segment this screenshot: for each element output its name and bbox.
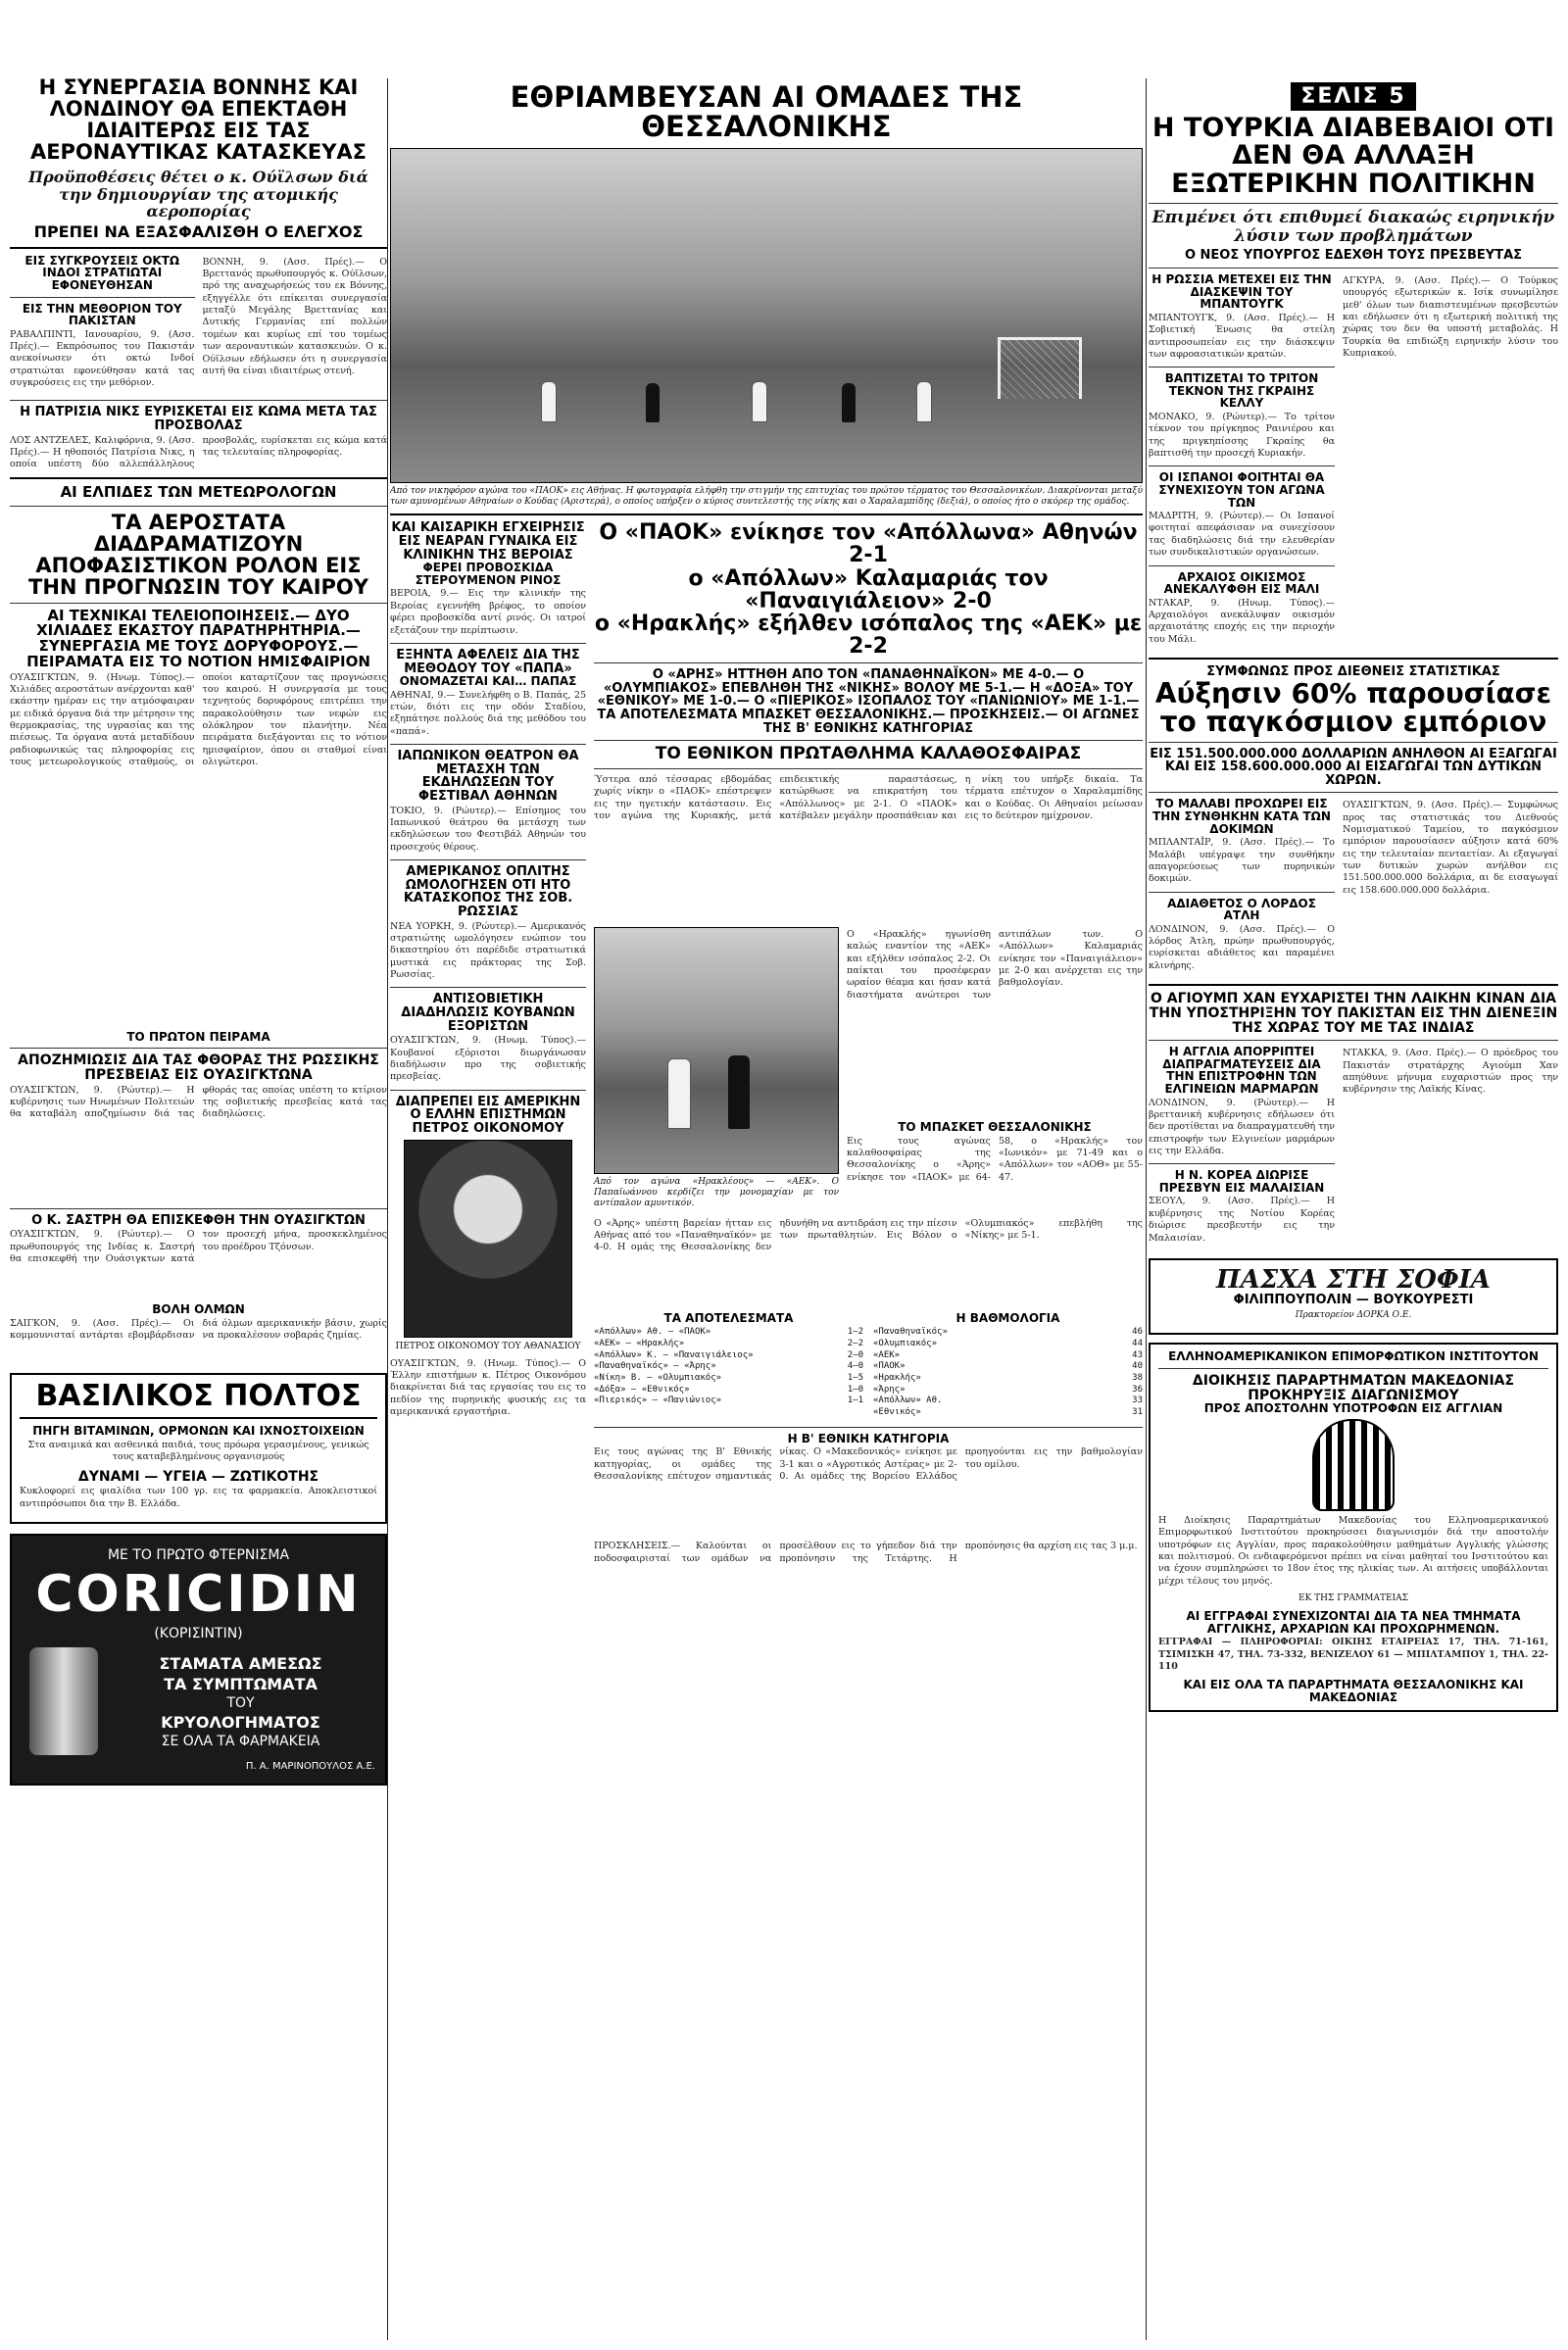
banner-thessaloniki-teams: ΕΘΡΙΑΜΒΕΥΣΑΝ ΑΙ ΟΜΑΔΕΣ ΤΗΣ ΘΕΣΣΑΛΟΝΙΚΗΣ [510, 80, 1023, 144]
headline-russia-bandung: Η ΡΩΣΣΙΑ ΜΕΤΕΧΕΙ ΕΙΣ ΤΗΝ ΔΙΑΣΚΕΨΙΝ ΤΟΥ ΜΠΑΝΤΟΥΓΚ [1152, 272, 1332, 312]
headline-elgin-marbles: Η ΑΓΓΛΙΑ ΑΠΟΡΡΙΠΤΕΙ ΔΙΑΠΡΑΓΜΑΤΕΥΣΕΙΣ ΔΙΑ ΤΗΝ ΕΠΙΣΤΡΟΦΗΝ ΤΩΝ ΕΛΓΙΝΕΙΩΝ ΜΑΡΜΑΡΩΝ [1162, 1045, 1321, 1096]
right-mid-right [1343, 798, 1558, 978]
divider [1149, 1040, 1558, 1041]
article-shastri: ΟΥΑΣΙΓΚΤΩΝ, 9. (Ρώυτερ).— Ο πρωθυπουργός της Ινδίας κ. Σαστρή θα επισκεφθή την Ουάσιγκτων κατά τον προσεχή μήνα, προσκεκλημένος του προέδρου Τζόνσων. [10, 1229, 387, 1264]
ad-poltos-title: ΒΑΣΙΛΙΚΟΣ ΠΟΛΤΟΣ [35, 1378, 362, 1413]
headline-lord-attlee: ΑΔΙΑΘΕΤΟΣ Ο ΛΟΡΔΟΣ ΑΤΛΗ [1167, 896, 1316, 923]
article-cuban-exiles: ΟΥΑΣΙΓΚΤΩΝ, 9. (Ηνωμ. Τύπος).— Κουβανοί εξόριστοι διωργάνωσαν διαδήλωσιν προ της σοβιετικής πρεσβείας. [390, 1035, 586, 1083]
standing-row-label: «ΑΕΚ» [873, 1349, 901, 1360]
result-row-value: 1—1 [847, 1395, 863, 1406]
divider [10, 1048, 387, 1049]
ad-poltos-subtitle: ΠΗΓΗ ΒΙΤΑΜΙΝΩΝ, ΟΡΜΟΝΩΝ ΚΑΙ ΙΧΝΟΣΤΟΙΧΕΙΩΝ [32, 1424, 365, 1439]
subhead-new-minister: Ο ΝΕΟΣ ΥΠΟΥΡΓΟΣ ΕΔΕΧΘΗ ΤΟΥΣ ΠΡΕΣΒΕΥΤΑΣ [1184, 248, 1523, 264]
ad-hellenic-american-institute [1149, 1343, 1558, 1711]
article-veria-birth: ΒΕΡΟΙΑ, 9.— Εις την κλινικήν της Βεροίας εγεννήθη βρέφος, το οποίον φέρει προβοσκίδα αντί ρινός. Οι ιατροί εξετάζουν την περίπτωσιν. [390, 588, 586, 636]
right-column [1149, 0, 1558, 2350]
institute-branches: ΚΑΙ ΕΙΣ ΟΛΑ ΤΑ ΠΑΡΑΡΤΗΜΑΤΑ ΘΕΣΣΑΛΟΝΙΚΗΣ ΚΑΙ ΜΑΚΕΔΟΝΙΑΣ [1183, 1678, 1524, 1705]
headline-iraklis-draw: ο «Ηρακλής» εξήλθεν ισόπαλος της «ΑΕΚ» με 2-2 [594, 611, 1143, 659]
standings-title: Η ΒΑΘΜΟΛΟΓΙΑ [956, 1310, 1060, 1325]
standing-row [873, 1373, 1143, 1385]
article-bonn-london: ΒΟΝΝΗ, 9. (Ασσ. Πρές).— Ο Βρεττανός πρωθυπουργός κ. Ούϊλσων, πρό της αναχωρήσεώς του εκ Βόννης, εξηγγέλλε ότι επίκειται συνεργασία μεταξύ Μεγάλης Βρεττανίας και Δυτικής Γερμανίας επί πολλών τομέων και κυρίως επί του τομέως των αεροναυτικών κατασκευών. Ο κ. Ούϊλσων εδήλωσεν ότι η συνεργασία αυτή θα είναι ιδιαιτέρως στενή. [202, 256, 387, 376]
divider [390, 859, 586, 860]
page-number-badge: ΣΕΛΙΣ 5 [1291, 82, 1415, 111]
headline-balloons: ΤΑ ΑΕΡΟΣΤΑΤΑ ΔΙΑΔΡΑΜΑΤΙΖΟΥΝ ΑΠΟΦΑΣΙΣΤΙΚΟΝ ΡΟΛΟΝ ΕΙΣ ΤΗΝ ΠΡΟΓΝΩΣΙΝ ΤΟΥ ΚΑΙΡΟΥ [28, 510, 368, 599]
divider [10, 400, 387, 401]
article-football-2: Ο «Ηρακλής» ηγωνίσθη καλώς εναντίον της «ΑΕΚ» και εξήλθεν ισόπαλος 2-2. Οι παίκται του προσέφεραν ωραίον θέαμα και ήσαν κατά διαστήματα ανώτεροι των αντιπάλων των. Ο «Απόλλων» Καλαμαριάς ενίκησε τον «Παναιγιάλειον» με 2-0 και ανέρχεται εις την βαθμολογίαν. [847, 928, 1143, 1001]
divider [1149, 465, 1335, 466]
article-b-national: Εις τους αγώνας της Β' Εθνικής κατηγορίας, οι ομάδες της Θεσσαλονίκης επέτυχον σημαντικάς νίκας. Ο «Μακεδονικός» ενίκησε με 3-1 και ο «Αγροτικός Αστέρας» με 2-0. Αι ομάδες της Βορείου Ελλάδος προηγούνται εις την βαθμολογίαν του ομίλου. [594, 1446, 1143, 1483]
player-figure [646, 383, 660, 422]
right-top-right [1343, 273, 1558, 652]
article-papas: ΑΘΗΝΑΙ, 9.— Συνελήφθη ο Β. Παπάς, 25 ετών, διότι εις την οδόν Σταδίου, εξηπάτησε πολλούς διά της μεθόδου του «παπά». [390, 689, 586, 737]
photo-iraklis-aek [594, 927, 839, 1174]
headline-korea-malaysia: Η Ν. ΚΟΡΕΑ ΔΙΩΡΙΣΕ ΠΡΕΣΒΥΝ ΕΙΣ ΜΑΛΑΙΣΙΑΝ [1158, 1168, 1325, 1195]
article-patricia-nix: ΛΟΣ ΑΝΤΖΕΛΕΣ, Καλιφόρνια, 9. (Ασσ. Πρές).— Η ηθοποιός Πατρίσια Νικς, η οποία υπέστη δύο αλλεπάλληλους προσβολάς, ευρίσκεται εις κώμα κατά τας τελευταίας πληροφορίας. [10, 434, 387, 470]
divider [1149, 1163, 1335, 1164]
headline-malawi: ΤΟ ΜΑΛΑΒΙ ΠΡΟΧΩΡΕΙ ΕΙΣ ΤΗΝ ΣΥΝΘΗΚΗΝ ΚΑΤΑ ΤΩΝ ΔΟΚΙΜΩΝ [1152, 797, 1331, 836]
goal-net [998, 337, 1082, 399]
standing-row [873, 1361, 1143, 1373]
article-indian-soldiers: ΡΑΒΑΛΠΙΝΤΙ, Ιανουαρίου, 9. (Ασσ. Πρές).— Εκπρόσωπος του Πακιστάν ανεκοίνωσεν ότι οκτώ Ινδοί στρατιώται εφονεύθησαν κατά τας συγκρούσεις εις την μεθόριον. [10, 328, 195, 389]
ad-poltos-footer: Κυκλοφορεί εις φιαλίδια των 100 γρ. εις τα φαρμακεία. Αποκλειστικοί αντιπρόσωποι δια την Β. Ελλάδα. [20, 1486, 377, 1509]
article-lord-attlee: ΛΟΝΔΙΝΟΝ, 9. (Ασσ. Πρές).— Ο λόρδος Άτλη, πρώην πρωθυπουργός, ευρίσκεται αδιάθετος και παραμένει κλινήρης. [1149, 923, 1335, 971]
headline-petros-oikonomou: ΔΙΑΠΡΕΠΕΙ ΕΙΣ ΑΜΕΡΙΚΗΝ Ο ΕΛΛΗΝ ΕΠΙΣΤΗΜΩΝ ΠΕΤΡΟΣ ΟΙΚΟΝΟΜΟΥ [395, 1094, 581, 1136]
player-figure [916, 381, 932, 422]
article-japanese-theatre: ΤΟΚΙΟ, 9. (Ρώυτερ).— Επίσημος του Ιαπωνικού θεάτρου θα μετάσχη των εκδηλώσεων του Φεστιβάλ Αθηνών του προσεχούς θέρους. [390, 805, 586, 853]
standing-row [873, 1339, 1143, 1350]
divider [10, 247, 387, 249]
standing-row [873, 1395, 1143, 1407]
divider [390, 1090, 586, 1091]
headline-world-trade: Αύξησιν 60% παρουσίασε το παγκόσμιον εμπόριον [1154, 676, 1552, 739]
headline-mali-settlement: ΑΡΧΑΙΟΣ ΟΙΚΙΣΜΟΣ ΑΝΕΚΑΛΥΦΘΗ ΕΙΣ ΜΑΛΙ [1163, 569, 1320, 597]
standings-list [873, 1327, 1143, 1419]
sports-photo-row [594, 927, 1143, 1216]
article-balloons: ΟΥΑΣΙΓΚΤΩΝ, 9. (Ηνωμ. Τύπος).— Χιλιάδες αεροστάτων ανέρχονται καθ' εκάστην ημέραν εις την ατμόσφαιραν με ειδικά όργανα διά την μέτρησιν της θερμοκρασίας, της υγρασίας και της πιέσεως. Τα όργανα αυτά μεταδίδουν ραδιοφωνικώς τας πληροφορίας εις τους μετεωρολογικούς σταθμούς, οι οποίοι καταρτίζουν τας προγνώσεις του καιρού. Η συνεργασία με τους τεχνητούς δορυφόρους επιτρέπει την παρακολούθησιν των νεφών εις ολόκληρον τον πλανήτην. Νέα πειράματα διεξάγονται εις το νότιον ημισφαίριον, όπου οι σταθμοί είναι ολιγώτεροι. [10, 671, 387, 768]
left-column [10, 0, 387, 2350]
headline-embassy-damage: ΑΠΟΖΗΜΙΩΣΙΣ ΔΙΑ ΤΑΣ ΦΘΟΡΑΣ ΤΗΣ ΡΩΣΣΙΚΗΣ ΠΡΕΣΒΕΙΑΣ ΕΙΣ ΟΥΑΣΙΓΚΤΩΝΑ [18, 1053, 379, 1083]
divider [390, 987, 586, 988]
bonn-body-box [203, 255, 388, 396]
ad-pasxa-route: ΦΙΛΙΠΠΟΥΠΟΛΙΝ — ΒΟΥΚΟΥΡΕΣΤΙ [1233, 1293, 1474, 1308]
article-ayub-khan: ΝΤΑΚΚΑ, 9. (Ασσ. Πρές).— Ο πρόεδρος του Πακιστάν στρατάρχης Αγιούμπ Χαν απηύθυνε μήνυμα ευχαριστιών προς την κυβέρνησιν της Λαϊκής Κίνας. [1343, 1048, 1558, 1096]
standing-row-label: «Εθνικός» [873, 1407, 921, 1418]
institute-secretariat: ΕΚ ΤΗΣ ΓΡΑΜΜΑΤΕΙΑΣ [1298, 1592, 1408, 1603]
result-row [594, 1361, 863, 1373]
standing-row-label: «Ολυμπιακός» [873, 1339, 938, 1349]
article-embassy-damage: ΟΥΑΣΙΓΚΤΩΝ, 9. (Ρώυτερ).— Η κυβέρνησις των Ηνωμένων Πολιτειών θα καταβάλη αποζημίωσιν διά τας φθοράς τας οποίας υπέστη το κτίριον της σοβιετικής πρεσβείας κατά τας διαδηλώσεις. [10, 1084, 387, 1120]
right-lower-pair [1149, 1046, 1558, 1250]
sports-right-text [847, 927, 1143, 1216]
ad-coricidin [10, 1534, 387, 1786]
center-narrow [390, 521, 586, 1615]
standing-row [873, 1327, 1143, 1339]
institute-emblem-icon [1312, 1419, 1395, 1511]
right-mid-left [1149, 798, 1335, 978]
divider [390, 514, 1143, 515]
right-top-pair [1149, 273, 1558, 652]
divider [1149, 742, 1558, 743]
standing-row-label: «Παναθηναϊκός» [873, 1327, 948, 1338]
result-row-value: 1—5 [847, 1373, 863, 1384]
center-lower [390, 521, 1143, 1615]
headline-mortar-fire: ΒΟΛΗ ΟΛΜΩΝ [152, 1302, 245, 1317]
standing-row-label: «Απόλλων» Αθ. [873, 1395, 943, 1406]
subhead-pakistan-border: ΕΙΣ ΤΗΝ ΜΕΘΟΡΙΟΝ ΤΟΥ ΠΑΚΙΣΤΑΝ [22, 301, 182, 328]
results-box [594, 1312, 863, 1422]
divider [594, 768, 1143, 769]
divider [1149, 268, 1558, 269]
column-rule [1146, 78, 1147, 2340]
sports-section [594, 521, 1143, 1615]
ad-coricidin-text [106, 1652, 375, 1751]
article-korea-malaysia: ΣΕΟΥΛ, 9. (Ασσ. Πρές).— Η κυβέρνησις της Νοτίου Κορέας διώρισε πρεσβευτήν εις την Μαλαισίαν. [1149, 1196, 1335, 1244]
ad-pasxa-sofia [1149, 1258, 1558, 1335]
institute-contacts: ΕΓΓΡΑΦΑΙ — ΠΛΗΡΟΦΟΡΙΑΙ: ΟΙΚΙΗΣ ΕΤΑΙΡΕΙΑΣ 17, ΤΗΛ. 71-161, ΤΣΙΜΙΣΚΗ 47, ΤΗΛ. 73-332, ΒΕΝΙΖΕΛΟΥ 61 — ΜΠΙΛΤΑΜΠΟΥ 1, ΤΗΛ. 22-110 [1158, 1637, 1548, 1673]
headline-meteorologists: ΑΙ ΕΛΠΙΔΕΣ ΤΩΝ ΜΕΤΕΩΡΟΛΟΓΩΝ [60, 482, 337, 501]
right-mid-pair [1149, 798, 1558, 978]
institute-name: ΕΛΛΗΝΟΑΜΕΡΙΚΑΝΙΚΟΝ ΕΠΙΜΟΡΦΩΤΙΚΟΝ ΙΝΣΤΙΤΟΥΤΟΝ [1168, 1349, 1539, 1364]
article-malawi: ΜΠΛΑΝΤΑΪΡ, 9. (Ασσ. Πρές).— Το Μαλάβι υπέγραψε την συνθήκην απαγορεύσεως των πυρηνικών δοκιμών. [1149, 837, 1335, 885]
stats-row [594, 1312, 1143, 1422]
headline-grace-kelly: ΒΑΠΤΙΖΕΤΑΙ ΤΟ ΤΡΙΤΟΝ ΤΕΚΝΟΝ ΤΗΣ ΓΚΡΑΙΗΣ ΚΕΛΛΥ [1164, 371, 1319, 411]
headline-paok-win: Ο «ΠΑΟΚ» ενίκησε τον «Απόλλωνα» Αθηνών 2-1 [599, 520, 1138, 568]
headline-shastri: Ο Κ. ΣΑΣΤΡΗ ΘΑ ΕΠΙΣΚΕΦΘΗ ΤΗΝ ΟΥΑΣΙΓΚΤΩΝ [31, 1212, 366, 1228]
subhead-world-trade: ΕΙΣ 151.500.000.000 ΔΟΛΛΑΡΙΩΝ ΑΝΗΛΘΟΝ ΑΙ ΕΞΑΓΩΓΑΙ ΚΑΙ ΕΙΣ 158.600.000.000 ΑΙ ΕΙΣΑΓΩΓΑΙ ΤΩΝ ΔΥΤΙΚΩΝ ΧΩΡΩΝ. [1150, 746, 1557, 788]
photo-caption-paok: Από τον νικηφόρον αγώνα του «ΠΑΟΚ» εις Αθήνας. Η φωτογραφία ελήφθη την στιγμήν της επιτυχίας του πρώτου τέρματος του Θεσσαλονικέων. Διακρίνονται μεταξύ των αμυνομένων Αθηναίων ο Κούδας (Αριστερά), ο οποίος υπήρξεν ο κύριος συντελεστής της νίκης και ο Χαραλαμπίδης (δεξιά), ο οποίος ήτο ο σκόρερ της ομάδος. [390, 485, 1143, 508]
photo2-wrap [594, 927, 839, 1216]
article-football-1: Ύστερα από τέσσαρας εβδομάδας χωρίς νίκην ο «ΠΑΟΚ» επέστρεψεν εις την ηγετικήν κατάστασιν. Εις τον αγώνα της Κυριακής, μετά επιδεικτικής παραστάσεως, κατώρθωσε να επικρατήση του «Απόλλωνος» με 2-1. Ο «ΠΑΟΚ» κατέβαλεν μεγάλην προσπάθειαν και η νίκη του υπήρξε δικαία. Τα τέρματα επέτυχον ο Χαραλαμπίδης και ο Κούδας. Οι Αθηναίοι μείωσαν εις το δεύτερον ημίχρονον. [594, 773, 1143, 822]
standing-row-value: 33 [1132, 1395, 1143, 1406]
standing-row-value: 43 [1132, 1349, 1143, 1360]
article-russia-bandung: ΜΠΑΝΤΟΥΓΚ, 9. (Ασσ. Πρές).— Η Σοβιετική Ένωσις θα στείλη αντιπροσωπείαν εις την διάσκεψιν των αφροασιατικών κρατών. [1149, 312, 1335, 360]
divider [1158, 1368, 1548, 1369]
ad-coricidin-line: ΤΟΥ [226, 1694, 255, 1711]
institute-scholarship: ΠΡΟΣ ΑΠΟΣΤΟΛΗΝ ΥΠΟΤΡΟΦΩΝ ΕΙΣ ΑΓΓΛΙΑΝ [1203, 1401, 1503, 1416]
result-row [594, 1327, 863, 1339]
photo2-caption: Από τον αγώνα «Ηρακλέους» — «ΑΕΚ». Ο Παπαϊωάννου κερδίζει την μονομαχίαν με τον αντίπαλον αμυντικόν. [594, 1176, 839, 1209]
headline-spanish-students: ΟΙ ΙΣΠΑΝΟΙ ΦΟΙΤΗΤΑΙ ΘΑ ΣΥΝΕΧΙΣΟΥΝ ΤΟΝ ΑΓΩΝΑ ΤΩΝ [1158, 470, 1325, 510]
result-row-label: «Δόξα» — «Εθνικός» [594, 1384, 690, 1395]
ad-coricidin-body [22, 1643, 375, 1759]
headline-apollon-win: ο «Απόλλων» Καλαμαριάς τον «Παναιγιάλειον» 2-0 [688, 565, 1049, 613]
subhead-control: ΠΡΕΠΕΙ ΝΑ ΕΞΑΣΦΑΛΙΣΘΗ Ο ΕΛΕΓΧΟΣ [33, 221, 364, 241]
standing-row-label: «ΠΑΟΚ» [873, 1361, 906, 1372]
player-figure [667, 1058, 691, 1129]
ad-coricidin-agent: Π. Α. ΜΑΡΙΝΟΠΟΥΛΟΣ Α.Ε. [245, 1761, 375, 1773]
ad-coricidin-top: ΜΕ ΤΟ ΠΡΩΤΟ ΦΤΕΡΝΙΣΜΑ [107, 1547, 290, 1564]
ad-coricidin-brand: CORICIDIN [35, 1565, 362, 1625]
ad-coricidin-line: ΣΤΑΜΑΤΑ ΑΜΕΣΩΣ [159, 1653, 322, 1673]
headline-american-spy: ΑΜΕΡΙΚΑΝΟΣ ΟΠΛΙΤΗΣ ΩΜΟΛΟΓΗΣΕΝ ΟΤΙ ΗΤΟ ΚΑΤΑΣΚΟΠΟΣ ΤΗΣ ΣΟΒ. ΡΩΣΣΙΑΣ [403, 864, 573, 919]
player-figure [842, 383, 856, 422]
headline-papas-method: ΕΞΗΝΤΑ ΑΦΕΛΕΙΣ ΔΙΑ ΤΗΣ ΜΕΘΟΔΟΥ ΤΟΥ «ΠΑΠΑ» [396, 647, 580, 676]
divider [594, 662, 1143, 663]
standing-row-label: «Άρης» [873, 1384, 906, 1395]
article-world-trade: ΟΥΑΣΙΓΚΤΩΝ, 9. (Ασσ. Πρές).— Συμφώνως προς τας στατιστικάς του Διεθνούς Νομισματικού Ταμείου, το παγκόσμιον εμπόριον παρουσίασεν αύξησιν κατά 60% εις την τελευταίαν πενταετίαν. Αι εξαγωγαί των δυτικών χωρών ανήλθον εις 151.500.000.000 δολλάρια, αι δε εισαγωγαί εις 158.600.000.000 δολλάρια. [1343, 800, 1558, 896]
headline-veria-birth: ΚΑΙ ΚΑΙΣΑΡΙΚΗ ΕΓΧΕΙΡΗΣΙΣ ΕΙΣ ΝΕΑΡΑΝ ΓΥΝΑΙΚΑ ΕΙΣ ΚΛΙΝΙΚΗΝ ΤΗΣ ΒΕΡΟΙΑΣ [391, 520, 585, 563]
standing-row-value: 44 [1132, 1339, 1143, 1349]
standing-row-value: 31 [1132, 1407, 1143, 1418]
headline-japanese-theatre: ΙΑΠΩΝΙΚΟΝ ΘΕΑΤΡΟΝ ΘΑ ΜΕΤΑΣΧΗ ΤΩΝ ΕΚΔΗΛΩΣΕΩΝ ΤΟΥ ΦΕΣΤΙΒΑΛ ΑΘΗΝΩΝ [397, 749, 579, 805]
result-row-label: «Απόλλων» Αθ. — «ΠΑΟΚ» [594, 1327, 711, 1338]
photo-paok-match [390, 148, 1143, 483]
page-badge-wrap [1149, 82, 1558, 111]
subhead-veria-birth: ΦΕΡΕΙ ΠΡΟΒΟΣΚΙΔΑ ΣΤΕΡΟΥΜΕΝΟΝ ΡΙΝΟΣ [415, 561, 562, 587]
standings-box [873, 1312, 1143, 1422]
divider [10, 297, 195, 298]
ad-poltos-slogan: ΔΥΝΑΜΙ — ΥΓΕΙΑ — ΖΩΤΙΚΟΤΗΣ [77, 1468, 319, 1485]
institute-competition: ΠΡΟΚΗΡΥΞΙΣ ΔΙΑΓΩΝΙΣΜΟΥ [1248, 1387, 1459, 1403]
result-row-value: 1—0 [847, 1384, 863, 1395]
result-row-label: «Νίκη» Β. — «Ολυμπιακός» [594, 1373, 722, 1384]
headline-intl-statistics: ΣΥΜΦΩΝΩΣ ΠΡΟΣ ΔΙΕΘΝΕΙΣ ΣΤΑΤΙΣΤΙΚΑΣ [1206, 664, 1500, 680]
subhead-turkey-peace: Επιμένει ότι επιθυμεί διακαώς ειρηνικήν λύσιν των προβλημάτων [1152, 208, 1555, 246]
headline-patricia-nix: Η ΠΑΤΡΙΣΙΑ ΝΙΚΣ ΕΥΡΙΣΚΕΤΑΙ ΕΙΣ ΚΩΜΑ ΜΕΤΑ ΤΑΣ ΠΡΟΣΒΟΛΑΣ [20, 405, 377, 434]
institute-admin: ΔΙΟΙΚΗΣΙΣ ΠΑΡΑΡΤΗΜΑΤΩΝ ΜΑΚΕΔΟΝΙΑΣ [1192, 1372, 1515, 1389]
player-figure [752, 381, 767, 422]
divider [1149, 792, 1558, 793]
column-rule [387, 78, 388, 2340]
result-row-label: «Απόλλων» Κ. — «Παναιγιάλειος» [594, 1349, 754, 1360]
ad-poltos-body: Στα αναιμικά και ασθενικά παιδιά, τους πρόωρα γερασμένους, γενικώς τους καταβεβλημένους οργανισμούς [27, 1440, 369, 1463]
article-turkey-policy: ΑΓΚΥΡΑ, 9. (Ασσ. Πρές).— Ο Τούρκος υπουργός εξωτερικών κ. Ισίκ συνωμίλησε μεθ' όλων των διαπιστευμένων πρεσβευτών και εδήλωσεν ότι η εξωτερική πολιτική της χώρας του δεν θα υποστή μεταβολάς. Η Τουρκία θα επιδιώξη ειρηνικήν λύσιν του Κυπριακού. [1343, 275, 1558, 360]
ad-coricidin-line: ΚΡΥΟΛΟΓΗΜΑΤΟΣ [161, 1712, 320, 1732]
subhead-balloons: ΑΙ ΤΕΧΝΙΚΑΙ ΤΕΛΕΙΟΠΟΙΗΣΕΙΣ.— ΔΥΟ ΧΙΛΙΑΔΕΣ ΕΚΑΣΤΟΥ ΠΑΡΑΤΗΡΗΤΗΡΙΑ.— ΣΥΝΕΡΓΑΣΙΑ ΜΕ ΤΟΥΣ ΔΟΡΥΦΟΡΟΥΣ.— ΠΕΙΡΑΜΑΤΑ ΕΙΣ ΤΟ ΝΟΤΙΟΝ ΗΜΙΣΦΑΙΡΙΟΝ [26, 606, 370, 670]
headline-indian-soldiers: ΕΙΣ ΣΥΓΚΡΟΥΣΕΙΣ ΟΚΤΩ ΙΝΔΟΙ ΣΤΡΑΤΙΩΤΑΙ ΕΦΟΝΕΥΘΗΣΑΝ [24, 253, 180, 292]
institute-announcement: Η Διοίκησις Παραρτημάτων Μακεδονίας του Ελληνοαμερικανικού Επιμορφωτικού Ινστιτούτου προκηρύσσει διαγωνισμόν διά την αποστολήν υποτρόφων εις Αγγλίαν, προς παρακολούθησιν μαθημάτων Αγγλικής γλώσσης και πολιτισμού. Οι ενδιαφερόμενοι πρέπει να είναι μαθηταί του Ινστιτούτου και να έχουν συμπληρώσει το 18ον έτος της ηλικίας των. Αι αιτήσεις υποβάλλονται μέχρι τέλους του μηνός. [1158, 1514, 1548, 1587]
divider [10, 1208, 387, 1209]
article-elgin-marbles: ΛΟΝΔΙΝΟΝ, 9. (Ρώυτερ).— Η βρεττανική κυβέρνησις εδήλωσεν ότι δεν προτίθεται να διαπραγματευθή την επιστροφήν των Ελγινείων μαρμάρων εις την Ελλάδα. [1149, 1097, 1335, 1156]
divider [1149, 565, 1335, 566]
result-row-value: 4—0 [847, 1361, 863, 1372]
ad-vasilikos-poltos [10, 1373, 387, 1524]
article-football-3: Ο «Άρης» υπέστη βαρείαν ήτταν εις Αθήνας από τον «Παναθηναϊκόν» με 4-0. Η ομάς της Θεσσαλονίκης δεν ηδυνήθη να αντιδράση εις την πίεσιν των πρωταθλητών. Εις Βόλον ο «Ολυμπιακός» επεβλήθη της «Νίκης» με 5-1. [594, 1217, 1143, 1253]
player-figure [541, 381, 557, 422]
subhead-first-experiment: ΤΟ ΠΡΩΤΟΝ ΠΕΙΡΑΜΑ [126, 1029, 270, 1044]
result-row [594, 1395, 863, 1407]
headline-basket-thessaloniki: ΤΟ ΜΠΑΣΚΕΤ ΘΕΣΣΑΛΟΝΙΚΗΣ [898, 1119, 1092, 1134]
results-list [594, 1327, 863, 1407]
right-lower-right [1343, 1046, 1558, 1250]
left-top-pair [10, 255, 387, 396]
india-box [10, 255, 195, 396]
article-mali-settlement: ΝΤΑΚΑΡ, 9. (Ηνωμ. Τύπος).— Αρχαιολόγοι ανεκάλυψαν οικισμόν αρχαιοτάτης εποχής εις την περιοχήν του Μάλι. [1149, 597, 1335, 645]
subhead-papas: ΟΝΟΜΑΖΕΤΑΙ ΚΑΙ… ΠΑΠΑΣ [399, 674, 577, 689]
result-row [594, 1385, 863, 1396]
divider [390, 643, 586, 644]
article-grace-kelly: ΜΟΝΑΚΟ, 9. (Ρώυτερ).— Το τρίτον τέκνον του πρίγκηπος Ραινιέρου και της πριγκηπίσσης Γκραίης θα βαπτισθή την προσεχή Κυριακήν. [1149, 411, 1335, 460]
standing-row [873, 1350, 1143, 1362]
article-basket: Εις τους αγώνας καλαθοσφαίρας της Θεσσαλονίκης ο «Άρης» ενίκησε τον «ΠΑΟΚ» με 64-58, ο «Ηρακλής» τον «Ιωνικόν» με 71-49 και ο «Απόλλων» τον «ΑΟΘ» με 55-47. [847, 1135, 1143, 1183]
result-row-value: 2—0 [847, 1349, 863, 1360]
standing-row [873, 1385, 1143, 1396]
divider [1149, 203, 1558, 204]
portrait-petros-oikonomou [404, 1140, 572, 1338]
headline-b-national: Η Β' ΕΘΝΙΚΗ ΚΑΤΗΓΟΡΙΑ [787, 1431, 950, 1445]
result-row [594, 1339, 863, 1350]
divider [10, 603, 387, 604]
divider [1149, 658, 1558, 660]
player-figure [728, 1055, 750, 1129]
article-petros-oikonomou: ΟΥΑΣΙΓΚΤΩΝ, 9. (Ηνωμ. Τύπος).— Ο Έλλην επιστήμων κ. Πέτρος Οικονόμου διακρίνεται διά τας εργασίας του εις το πεδίον της πυρηνικής φυσικής εις τα αμερικανικά εργαστήρια. [390, 1357, 586, 1418]
headline-bonn-london: Η ΣΥΝΕΡΓΑΣΙΑ ΒΟΝΝΗΣ ΚΑΙ ΛΟΝΔΙΝΟΥ ΘΑ ΕΠΕΚΤΑΘΗ ΙΔΙΑΙΤΕΡΩΣ ΕΙΣ ΤΑΣ ΑΕΡΟΝΑΥΤΙΚΑΣ ΚΑΤΑΣΚΕΥΑΣ [29, 75, 368, 165]
headline-basketball-league: ΤΟ ΕΘΝΙΚΟΝ ΠΡΩΤΑΘΛΗΜΑ ΚΑΛΑΘΟΣΦΑΙΡΑΣ [655, 744, 1082, 764]
headline-ayub-khan: Ο ΑΓΙΟΥΜΠ ΧΑΝ ΕΥΧΑΡΙΣΤΕΙ ΤΗΝ ΛΑΙΚΗΝ ΚΙΝΑΝ ΔΙΑ ΤΗΝ ΥΠΟΣΤΗΡΙΞΗΝ ΤΟΥ ΠΑΚΙΣΤΑΝ ΕΙΣ ΤΗΝ ΔΙΕΝΕΞΙΝ ΤΗΣ ΧΩΡΑΣ ΤΟΥ ΜΕ ΤΑΣ ΙΝΔΙΑΣ [1149, 991, 1558, 1036]
subhead-wilson: Προϋποθέσεις θέτει ο κ. Ούϊλσων διά την δημιουργίαν της ατομικής αεροπορίας [28, 168, 368, 221]
standing-row-value: 46 [1132, 1327, 1143, 1338]
result-row-value: 1—2 [847, 1327, 863, 1338]
divider [20, 1417, 377, 1419]
ad-pasxa-title: ΠΑΣΧΑ ΣΤΗ ΣΟΦΙΑ [1216, 1264, 1491, 1295]
result-row-value: 2—2 [847, 1339, 863, 1349]
article-american-spy: ΝΕΑ ΥΟΡΚΗ, 9. (Ρώυτερ).— Αμερικανός στρατιώτης ωμολόγησεν ενώπιον του δικαστηρίου ότι παρέδιδε στρατιωτικά μυστικά εις πράκτορας της Σοβ. Ρωσσίας. [390, 920, 586, 980]
ad-coricidin-line: ΤΑ ΣΥΜΠΤΩΜΑΤΑ [164, 1674, 318, 1693]
divider [594, 1427, 1143, 1428]
result-row-label: «ΑΕΚ» — «Ηρακλής» [594, 1339, 685, 1349]
ad-pasxa-agency: Πρακτορείον ΔΟΡΚΑ Ο.Ε. [1295, 1310, 1412, 1321]
divider [594, 740, 1143, 741]
divider [1149, 892, 1335, 893]
standing-row [873, 1407, 1143, 1419]
headline-turkey-policy: Η ΤΟΥΡΚΙΑ ΔΙΑΒΕΒΑΙΟΙ ΟΤΙ ΔΕΝ ΘΑ ΑΛΛΑΞΗ ΕΞΩΤΕΡΙΚΗΝ ΠΟΛΙΤΙΚΗΝ [1152, 113, 1555, 199]
divider [10, 477, 387, 479]
ad-coricidin-brand-greek: (ΚΟΡΙΣΙΝΤΙΝ) [154, 1626, 243, 1642]
results-title: ΤΑ ΑΠΟΤΕΛΕΣΜΑΤΑ [663, 1310, 794, 1325]
standing-row-label: «Ηρακλής» [873, 1373, 921, 1384]
divider [390, 744, 586, 745]
standing-row-value: 38 [1132, 1373, 1143, 1384]
divider [10, 506, 387, 507]
result-row [594, 1373, 863, 1385]
result-row [594, 1350, 863, 1362]
standing-row-value: 40 [1132, 1361, 1143, 1372]
article-spanish-students: ΜΑΔΡΙΤΗ, 9. (Ρώυτερ).— Οι Ισπανοί φοιτηταί απεφάσισαν να συνεχίσουν τας διαδηλώσεις διά την ελευθερίαν των συνδικαλιστικών οργανώσεων. [1149, 511, 1335, 559]
divider [1149, 984, 1558, 986]
headline-cuban-exiles: ΑΝΤΙΣΟΒΙΕΤΙΚΗ ΔΙΑΔΗΛΩΣΙΣ ΚΟΥΒΑΝΩΝ ΕΞΟΡΙΣΤΩΝ [401, 992, 575, 1034]
article-mortar-fire: ΣΑΙΓΚΟΝ, 9. (Ασσ. Πρές).— Οι κομμουνισταί αντάρται εβομβάρδισαν διά όλμων αμερικανικήν βάσιν, χωρίς να προκαλέσουν σοβαράς ζημίας. [10, 1317, 387, 1342]
right-top-left [1149, 273, 1335, 652]
subhead-other-results: Ο «ΑΡΗΣ» ΗΤΤΗΘΗ ΑΠΟ ΤΟΝ «ΠΑΝΑΘΗΝΑΪΚΟΝ» ΜΕ 4-0.— Ο «ΟΛΥΜΠΙΑΚΟΣ» ΕΠΕΒΛΗΘΗ ΤΗΣ «ΝΙΚΗΣ» ΒΟΛΟΥ ΜΕ 5-1.— Η «ΔΟΞΑ» ΤΟΥ «ΕΘΝΙΚΟΥ» ΜΕ 1-0.— Ο «ΠΙΕΡΙΚΟΣ» ΙΣΟΠΑΛΟΣ ΤΟΥ «ΠΑΝΙΩΝΙΟΥ» ΜΕ 1-1.— ΤΑ ΑΠΟΤΕΛΕΣΜΑΤΑ ΜΠΑΣΚΕΤ ΘΕΣΣΑΛΟΝΙΚΗΣ.— ΠΡΟΣΚΗΣΕΙΣ.— ΟΙ ΑΓΩΝΕΣ ΤΗΣ Β' ΕΘΝΙΚΗΣ ΚΑΤΗΓΟΡΙΑΣ [597, 666, 1140, 736]
result-row-label: «Παναθηναϊκός» — «Άρης» [594, 1361, 716, 1372]
article-invitations: ΠΡΟΣΚΛΗΣΕΙΣ.— Καλούνται οι ποδοσφαιρισταί των ομάδων να προσέλθουν εις το γήπεδον διά την προπόνησιν της Τετάρτης. Η προπόνησις θα αρχίση εις τας 3 μ.μ. [594, 1541, 1138, 1564]
standing-row-value: 36 [1132, 1384, 1143, 1395]
ad-coricidin-line: ΣΕ ΟΛΑ ΤΑ ΦΑΡΜΑΚΕΙΑ [161, 1733, 320, 1749]
right-lower-left [1149, 1046, 1335, 1250]
portrait-caption: ΠΕΤΡΟΣ ΟΙΚΟΝΟΜΟΥ ΤΟΥ ΑΘΑΝΑΣΙΟΥ [395, 1341, 581, 1351]
center-column [390, 0, 1143, 2350]
result-row-label: «Πιερικός» — «Πανιώνιος» [594, 1395, 722, 1406]
pill-box-icon [29, 1647, 98, 1755]
institute-enrolment: ΑΙ ΕΓΓΡΑΦΑΙ ΣΥΝΕΧΙΖΟΝΤΑΙ ΔΙΑ ΤΑ ΝΕΑ ΤΜΗΜΑΤΑ ΑΓΓΛΙΚΗΣ, ΑΡΧΑΡΙΩΝ ΚΑΙ ΠΡΟΧΩΡΗΜΕΝΩΝ. [1186, 1609, 1521, 1636]
